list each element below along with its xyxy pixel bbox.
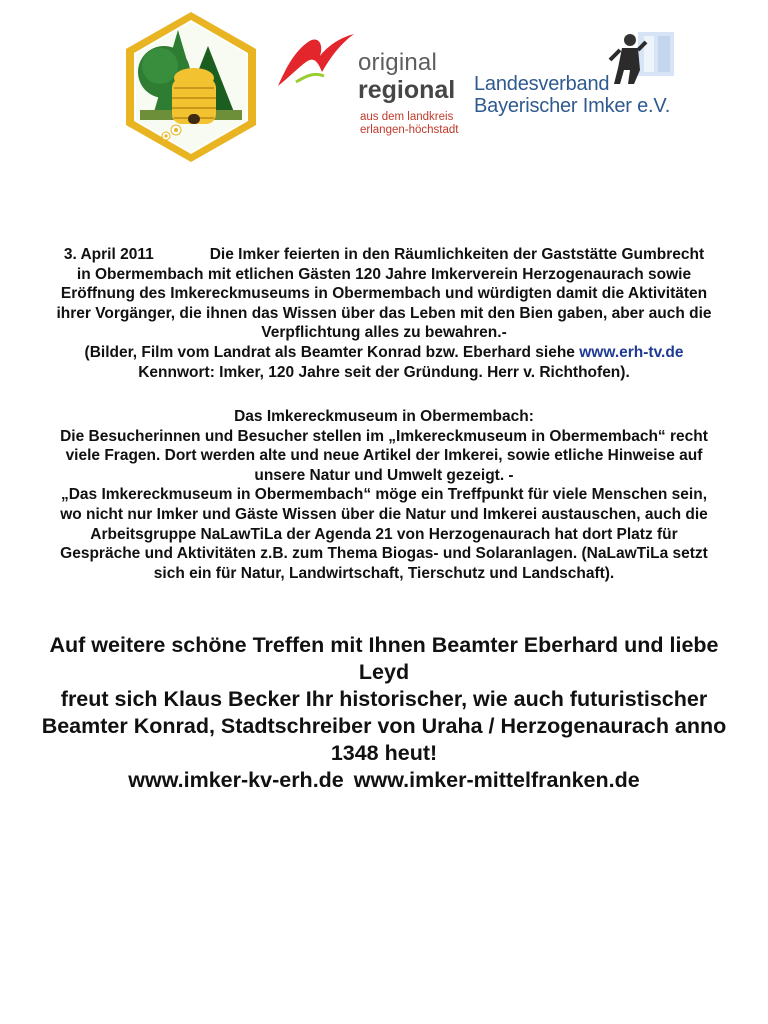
closing-section <box>40 632 728 794</box>
landesverband-title: Landesverband <box>474 73 610 95</box>
regional-wordmark: regional <box>358 76 456 104</box>
museum-paragraph-1: Die Besucherinnen und Besucher stellen im „Imkereckmuseum in Obermembach“ recht viele Fragen. Dort werden alte und neue Artikel der Imkerei, sowie etliche Hinweise auf unsere Natur und Umwelt gezeigt. - <box>60 427 708 484</box>
closing-line-3: Beamter Konrad, Stadtschreiber von Uraha / Herzogenaurach anno 1348 heut! <box>41 714 727 765</box>
article-intro <box>56 245 712 343</box>
erh-tv-link[interactable]: www.erh-tv.de <box>579 343 684 361</box>
closing-links <box>40 767 728 794</box>
beekeeper-association-logo <box>120 8 262 166</box>
closing-line-1: Auf weitere schöne Treffen mit Ihnen Beamter Eberhard und liebe Leyd <box>49 633 719 684</box>
region-caption-line1: aus dem landkreis <box>360 111 454 123</box>
media-note-text: (Bilder, Film vom Landrat als Beamter Konrad bzw. Eberhard siehe <box>84 343 575 361</box>
article-keyword: Kennwort: Imker, 120 Jahre seit der Gründung. Herr v. Richthofen). <box>138 363 630 381</box>
landesverband-subtitle: Bayerischer Imker e.V. <box>474 95 671 117</box>
article-intro-text: Die Imker feierten in den Räumlichkeiten der Gaststätte Gumbrecht in Obermembach mit etlichen Gästen 120 Jahre Imkerverein Herzogenaurach sowie Eröffnung des Imkereckmuseums in Obermembach und würdigten damit die Aktivitäten ihrer Vorgänger, die ihnen das Wissen über das Leben mit den Bien gaben, aber auch die Verpflichtung alles zu bewahren.- <box>56 246 712 342</box>
article-body <box>56 245 712 382</box>
article-media-note <box>56 343 712 363</box>
imker-mittelfranken-link[interactable]: www.imker-mittelfranken.de <box>353 768 640 792</box>
imker-kv-erh-link[interactable]: www.imker-kv-erh.de <box>128 768 344 792</box>
closing-line-2: freut sich Klaus Becker Ihr historischer, wie auch futuristischer <box>60 687 708 711</box>
red-swoosh-icon <box>274 32 356 94</box>
beehive-hexagon-icon <box>120 8 262 166</box>
beekeeper-figure-icon <box>604 30 676 86</box>
region-caption-line2: erlangen-höchstadt <box>360 124 459 137</box>
museum-heading: Das Imkereckmuseum in Obermembach: <box>234 408 534 425</box>
original-wordmark: original <box>358 49 437 76</box>
museum-section <box>50 407 718 583</box>
region-caption <box>360 111 480 137</box>
original-regional-logo <box>274 30 474 142</box>
landesverband-logo <box>472 30 682 126</box>
article-date: 3. April 2011 <box>63 246 154 263</box>
museum-paragraph-2: „Das Imkereckmuseum in Obermembach“ möge ein Treffpunkt für viele Menschen sein, wo nicht nur Imker und Gäste Wissen über die Natur und Imkerei austauschen, auch die Arbeitsgruppe NaLawTiLa der Agenda 21 von Herzogenaurach hat dort Platz für Gespräche und Aktivitäten z.B. zum Thema Biogas- und Solaranlagen. (NaLawTiLa setzt sich ein für Natur, Landwirtschaft, Tierschutz und Landschaft). <box>60 486 708 582</box>
